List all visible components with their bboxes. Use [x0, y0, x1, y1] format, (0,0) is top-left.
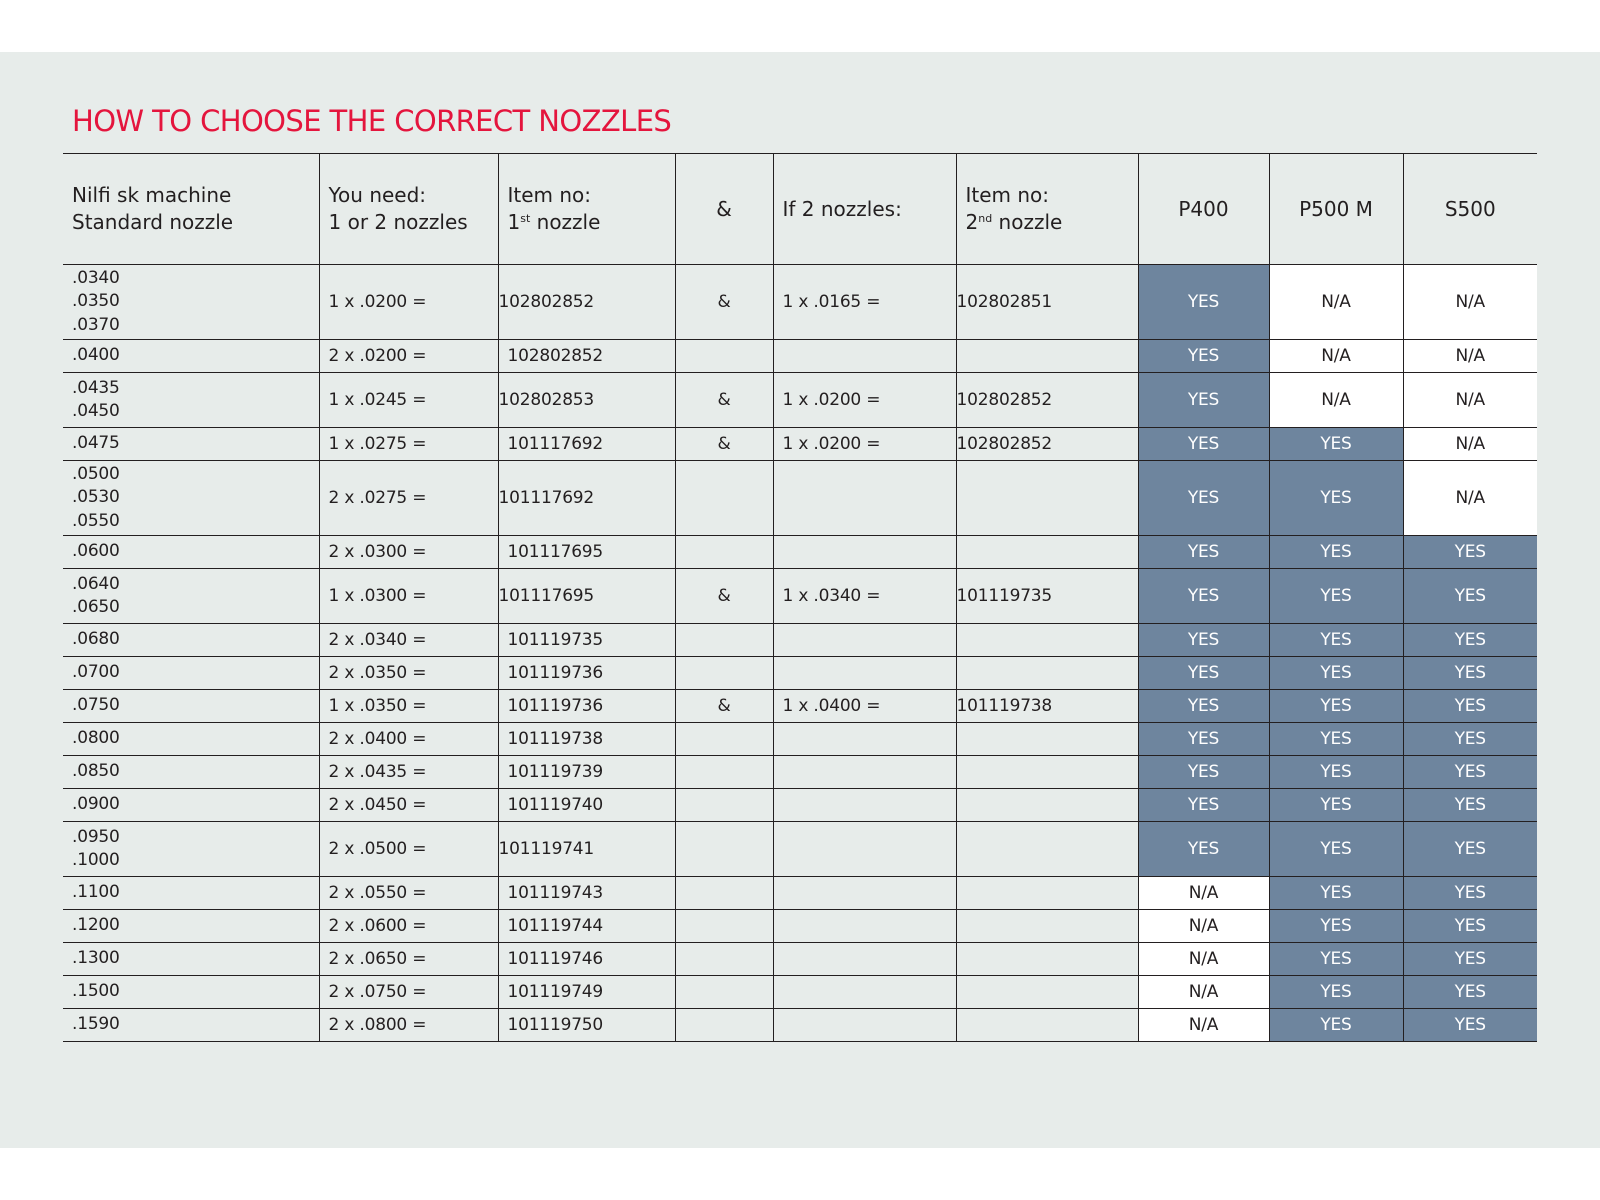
cell-item-second: [956, 877, 1138, 910]
standard-nozzle-code: .1300: [72, 948, 120, 969]
cell-p500m: YES: [1269, 789, 1403, 822]
cell-item-first: 101119743: [498, 877, 675, 910]
cell-p400: YES: [1138, 624, 1269, 657]
cell-standard-nozzle: [63, 756, 319, 789]
cell-ampersand: &: [675, 373, 773, 428]
cell-item-first: 101117695: [498, 569, 675, 624]
cell-standard-nozzle: [63, 943, 319, 976]
cell-you-need: 2 x .0300 =: [319, 536, 498, 569]
cell-s500: YES: [1403, 976, 1537, 1009]
standard-nozzle-code: .0340: [72, 267, 120, 288]
cell-s500: N/A: [1403, 340, 1537, 373]
nozzle-table: [63, 153, 1537, 1042]
cell-standard-nozzle: [63, 265, 319, 340]
standard-nozzle-code: .0850: [72, 761, 120, 782]
cell-ampersand: &: [675, 428, 773, 461]
cell-ampersand: [675, 943, 773, 976]
cell-standard-nozzle: [63, 657, 319, 690]
cell-p400: YES: [1138, 428, 1269, 461]
table-row: [63, 756, 1537, 789]
cell-second-nozzle: 1 x .0400 =: [773, 690, 956, 723]
cell-second-nozzle: [773, 789, 956, 822]
cell-item-second: [956, 789, 1138, 822]
cell-item-first: 101119736: [498, 690, 675, 723]
cell-second-nozzle: [773, 943, 956, 976]
cell-second-nozzle: [773, 910, 956, 943]
cell-ampersand: [675, 756, 773, 789]
cell-item-first: 101119744: [498, 910, 675, 943]
table-row: [63, 877, 1537, 910]
cell-item-first: 101119749: [498, 976, 675, 1009]
cell-p400: N/A: [1138, 877, 1269, 910]
cell-standard-nozzle: [63, 340, 319, 373]
cell-s500: YES: [1403, 789, 1537, 822]
cell-item-second: [956, 461, 1138, 536]
cell-second-nozzle: [773, 461, 956, 536]
cell-p400: YES: [1138, 756, 1269, 789]
cell-item-second: [956, 340, 1138, 373]
cell-item-first: 101119750: [498, 1009, 675, 1042]
standard-nozzle-code: .0435: [72, 377, 120, 398]
cell-you-need: 2 x .0650 =: [319, 943, 498, 976]
cell-p400: YES: [1138, 373, 1269, 428]
cell-s500: N/A: [1403, 461, 1537, 536]
cell-second-nozzle: [773, 723, 956, 756]
cell-item-first: 101119736: [498, 657, 675, 690]
table-row: [63, 910, 1537, 943]
cell-s500: YES: [1403, 756, 1537, 789]
cell-you-need: 1 x .0200 =: [319, 265, 498, 340]
header-ampersand: &: [675, 154, 773, 265]
cell-standard-nozzle: [63, 723, 319, 756]
cell-ampersand: &: [675, 265, 773, 340]
cell-item-first: 102802853: [498, 373, 675, 428]
table-row: [63, 461, 1537, 536]
cell-item-second: [956, 756, 1138, 789]
standard-nozzle-code: .0550: [72, 510, 120, 531]
standard-nozzle-code: .1500: [72, 981, 120, 1002]
standard-nozzle-code: .1590: [72, 1014, 120, 1035]
cell-item-second: 102802851: [956, 265, 1138, 340]
table-row: [63, 536, 1537, 569]
cell-you-need: 2 x .0450 =: [319, 789, 498, 822]
header-you-need: You need: 1 or 2 nozzles: [319, 154, 498, 265]
cell-p400: YES: [1138, 789, 1269, 822]
table-row: [63, 690, 1537, 723]
cell-standard-nozzle: [63, 373, 319, 428]
cell-you-need: 2 x .0800 =: [319, 1009, 498, 1042]
table-row: [63, 822, 1537, 877]
standard-nozzle-code: .0370: [72, 314, 120, 335]
cell-standard-nozzle: [63, 976, 319, 1009]
table-row: [63, 723, 1537, 756]
header-machine-nozzle: Nilfi sk machine Standard nozzle: [63, 154, 319, 265]
table-row: [63, 976, 1537, 1009]
cell-standard-nozzle: [63, 461, 319, 536]
cell-second-nozzle: [773, 1009, 956, 1042]
cell-p500m: YES: [1269, 1009, 1403, 1042]
table-body: [63, 265, 1537, 1042]
cell-item-second: [956, 1009, 1138, 1042]
standard-nozzle-code: .0800: [72, 728, 120, 749]
cell-p400: N/A: [1138, 976, 1269, 1009]
table-row: [63, 569, 1537, 624]
cell-s500: N/A: [1403, 265, 1537, 340]
cell-ampersand: [675, 877, 773, 910]
cell-item-second: [956, 536, 1138, 569]
cell-ampersand: [675, 1009, 773, 1042]
standard-nozzle-code: .0530: [72, 487, 120, 508]
table-row: [63, 943, 1537, 976]
cell-s500: YES: [1403, 657, 1537, 690]
standard-nozzle-code: .0950: [72, 826, 120, 847]
cell-p500m: YES: [1269, 877, 1403, 910]
cell-s500: N/A: [1403, 373, 1537, 428]
cell-p500m: YES: [1269, 536, 1403, 569]
cell-item-first: 101119741: [498, 822, 675, 877]
cell-item-second: [956, 657, 1138, 690]
cell-p400: YES: [1138, 265, 1269, 340]
cell-p400: YES: [1138, 690, 1269, 723]
cell-second-nozzle: [773, 756, 956, 789]
header-p500m: P500 M: [1269, 154, 1403, 265]
cell-s500: YES: [1403, 1009, 1537, 1042]
cell-second-nozzle: [773, 822, 956, 877]
cell-standard-nozzle: [63, 822, 319, 877]
cell-second-nozzle: [773, 340, 956, 373]
cell-s500: YES: [1403, 723, 1537, 756]
standard-nozzle-code: .1100: [72, 882, 120, 903]
cell-s500: YES: [1403, 910, 1537, 943]
cell-item-second: [956, 976, 1138, 1009]
cell-p400: YES: [1138, 536, 1269, 569]
cell-standard-nozzle: [63, 877, 319, 910]
standard-nozzle-code: .0400: [72, 345, 120, 366]
cell-p500m: YES: [1269, 657, 1403, 690]
cell-s500: N/A: [1403, 428, 1537, 461]
cell-item-second: 101119735: [956, 569, 1138, 624]
cell-you-need: 2 x .0600 =: [319, 910, 498, 943]
cell-item-second: 102802852: [956, 373, 1138, 428]
cell-p500m: YES: [1269, 723, 1403, 756]
cell-ampersand: [675, 536, 773, 569]
cell-s500: YES: [1403, 943, 1537, 976]
cell-p500m: YES: [1269, 569, 1403, 624]
page-title: HOW TO CHOOSE THE CORRECT NOZZLES: [72, 104, 672, 138]
standard-nozzle-code: .0900: [72, 794, 120, 815]
cell-p400: YES: [1138, 569, 1269, 624]
table-row: [63, 1009, 1537, 1042]
standard-nozzle-code: .0680: [72, 629, 120, 650]
cell-p500m: YES: [1269, 910, 1403, 943]
cell-item-first: 101117695: [498, 536, 675, 569]
header-item-second: Item no: 2nd nozzle: [956, 154, 1138, 265]
cell-p500m: YES: [1269, 943, 1403, 976]
cell-p500m: N/A: [1269, 340, 1403, 373]
cell-you-need: 1 x .0300 =: [319, 569, 498, 624]
header-item-first: Item no: 1st nozzle: [498, 154, 675, 265]
cell-item-first: 101117692: [498, 461, 675, 536]
table-row: [63, 428, 1537, 461]
cell-s500: YES: [1403, 536, 1537, 569]
cell-p500m: YES: [1269, 756, 1403, 789]
cell-standard-nozzle: [63, 428, 319, 461]
cell-second-nozzle: 1 x .0200 =: [773, 428, 956, 461]
standard-nozzle-code: .0750: [72, 695, 120, 716]
header-if-two-nozzles: If 2 nozzles:: [773, 154, 956, 265]
cell-item-first: 101119735: [498, 624, 675, 657]
cell-you-need: 2 x .0435 =: [319, 756, 498, 789]
cell-second-nozzle: [773, 657, 956, 690]
cell-standard-nozzle: [63, 690, 319, 723]
cell-item-first: 102802852: [498, 340, 675, 373]
standard-nozzle-code: .0640: [72, 573, 120, 594]
cell-you-need: 2 x .0750 =: [319, 976, 498, 1009]
cell-ampersand: [675, 976, 773, 1009]
cell-item-second: 101119738: [956, 690, 1138, 723]
table-row: [63, 789, 1537, 822]
cell-p400: YES: [1138, 723, 1269, 756]
cell-item-first: 101119746: [498, 943, 675, 976]
standard-nozzle-code: .0475: [72, 433, 120, 454]
cell-s500: YES: [1403, 569, 1537, 624]
cell-p500m: YES: [1269, 976, 1403, 1009]
standard-nozzle-code: .0650: [72, 597, 120, 617]
cell-standard-nozzle: [63, 569, 319, 624]
cell-item-first: 101119739: [498, 756, 675, 789]
cell-you-need: 2 x .0200 =: [319, 340, 498, 373]
cell-ampersand: [675, 822, 773, 877]
cell-s500: YES: [1403, 822, 1537, 877]
cell-p400: N/A: [1138, 943, 1269, 976]
cell-item-first: 101119740: [498, 789, 675, 822]
header-p400: P400: [1138, 154, 1269, 265]
cell-item-second: [956, 943, 1138, 976]
cell-ampersand: [675, 910, 773, 943]
cell-p500m: N/A: [1269, 265, 1403, 340]
cell-ampersand: [675, 789, 773, 822]
cell-you-need: 1 x .0350 =: [319, 690, 498, 723]
cell-p400: N/A: [1138, 1009, 1269, 1042]
cell-ampersand: [675, 340, 773, 373]
cell-ampersand: [675, 624, 773, 657]
table-row: [63, 340, 1537, 373]
cell-ampersand: [675, 657, 773, 690]
cell-ampersand: &: [675, 690, 773, 723]
cell-you-need: 2 x .0500 =: [319, 822, 498, 877]
cell-standard-nozzle: [63, 910, 319, 943]
cell-standard-nozzle: [63, 789, 319, 822]
cell-s500: YES: [1403, 690, 1537, 723]
cell-second-nozzle: [773, 877, 956, 910]
cell-second-nozzle: 1 x .0165 =: [773, 265, 956, 340]
cell-ampersand: [675, 723, 773, 756]
cell-p400: YES: [1138, 657, 1269, 690]
cell-p400: YES: [1138, 822, 1269, 877]
standard-nozzle-code: .0700: [72, 662, 120, 683]
cell-p500m: YES: [1269, 624, 1403, 657]
cell-you-need: 2 x .0350 =: [319, 657, 498, 690]
cell-standard-nozzle: [63, 624, 319, 657]
cell-ampersand: [675, 461, 773, 536]
standard-nozzle-code: .1200: [72, 915, 120, 936]
cell-item-second: [956, 723, 1138, 756]
cell-second-nozzle: [773, 536, 956, 569]
cell-item-first: 102802852: [498, 265, 675, 340]
cell-second-nozzle: [773, 624, 956, 657]
table-row: [63, 657, 1537, 690]
cell-item-second: [956, 822, 1138, 877]
standard-nozzle-code: .0600: [72, 541, 120, 562]
cell-p500m: YES: [1269, 461, 1403, 536]
cell-p500m: YES: [1269, 428, 1403, 461]
cell-you-need: 1 x .0275 =: [319, 428, 498, 461]
standard-nozzle-code: .0450: [72, 401, 120, 421]
header-s500: S500: [1403, 154, 1537, 265]
cell-you-need: 1 x .0245 =: [319, 373, 498, 428]
cell-you-need: 2 x .0275 =: [319, 461, 498, 536]
cell-s500: YES: [1403, 877, 1537, 910]
cell-you-need: 2 x .0340 =: [319, 624, 498, 657]
standard-nozzle-code: .0500: [72, 463, 120, 484]
cell-p500m: YES: [1269, 690, 1403, 723]
standard-nozzle-code: .1000: [72, 850, 120, 870]
table-row: [63, 373, 1537, 428]
cell-p400: YES: [1138, 461, 1269, 536]
cell-item-first: 101119738: [498, 723, 675, 756]
cell-p400: YES: [1138, 340, 1269, 373]
table-header: [63, 154, 1537, 265]
cell-s500: YES: [1403, 624, 1537, 657]
cell-item-first: 101117692: [498, 428, 675, 461]
cell-standard-nozzle: [63, 1009, 319, 1042]
cell-p500m: YES: [1269, 822, 1403, 877]
cell-item-second: 102802852: [956, 428, 1138, 461]
table-row: [63, 624, 1537, 657]
cell-item-second: [956, 910, 1138, 943]
cell-you-need: 2 x .0550 =: [319, 877, 498, 910]
cell-second-nozzle: [773, 976, 956, 1009]
cell-standard-nozzle: [63, 536, 319, 569]
standard-nozzle-code: .0350: [72, 291, 120, 312]
cell-p500m: N/A: [1269, 373, 1403, 428]
cell-item-second: [956, 624, 1138, 657]
table-row: [63, 265, 1537, 340]
cell-second-nozzle: 1 x .0200 =: [773, 373, 956, 428]
cell-ampersand: &: [675, 569, 773, 624]
cell-p400: N/A: [1138, 910, 1269, 943]
cell-second-nozzle: 1 x .0340 =: [773, 569, 956, 624]
cell-you-need: 2 x .0400 =: [319, 723, 498, 756]
